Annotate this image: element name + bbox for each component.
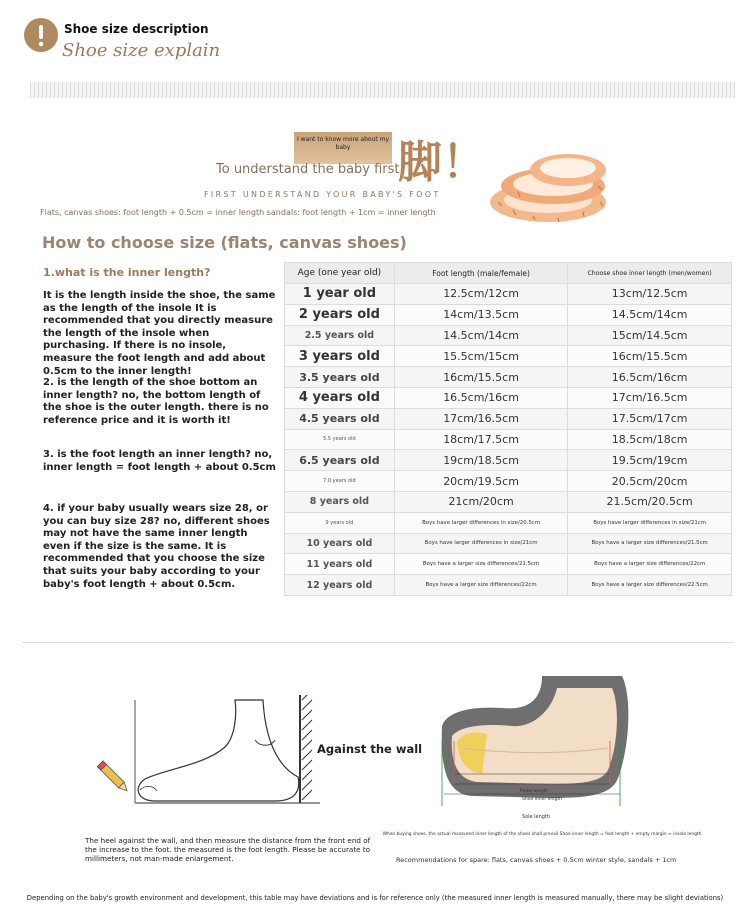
understand-text: To understand the baby first xyxy=(216,162,400,177)
inner-length-cell: Boys have a larger size differences/21.5cm xyxy=(568,533,732,554)
age-cell: 2 years old xyxy=(285,304,395,325)
foot-length-cell: 14cm/13.5cm xyxy=(394,304,568,325)
foot-length-cell: Boys have a larger size differences/21.5cm xyxy=(394,554,568,575)
inner-length-cell: Boys have a larger size differences/22.5cm xyxy=(568,575,732,596)
foot-caption: The heel against the wall, and then measure the distance from the front end of the increase to the foot. the measured is the foot length. Please be accurate to millimeters, not man-made enlargement. xyxy=(85,836,371,863)
table-row xyxy=(285,575,732,596)
q4-text: 4. if your baby usually wears size 28, or you can buy size 28? no, different shoes may not have the same inner length even if the size is the same. It is recommended that you choose the size that suits your baby according to your baby's foot length + about 0.5cm. xyxy=(43,503,270,590)
foot-length-cell: 14.5cm/14cm xyxy=(394,325,568,346)
q1-title: 1.what is the inner length? xyxy=(43,266,211,279)
want-text: I want to know more about my baby xyxy=(296,136,390,151)
banner xyxy=(0,120,750,230)
inner-length-cell: 17.5cm/17cm xyxy=(568,408,732,429)
age-cell: 9 years old xyxy=(285,512,395,533)
first-understand-text: FIRST UNDERSTAND YOUR BABY'S FOOT xyxy=(204,190,441,199)
table-row xyxy=(285,367,732,388)
foot-length-cell: Boys have a larger size differences/22cm xyxy=(394,575,568,596)
inner-length-cell: 17cm/16.5cm xyxy=(568,387,732,408)
q1-answer: It is the length inside the shoe, the same as the length of the insole It is recommended that you directly measure the length of the insole when purchasing. If there is no insole, measure the foot length and add about 0.5cm to the inner length! xyxy=(43,290,276,377)
inner-length-cell: 20.5cm/20cm xyxy=(568,471,732,492)
age-cell: 4.5 years old xyxy=(285,408,395,429)
header-inner-length: Choose shoe inner length (men/women) xyxy=(568,263,732,284)
header-foot-length: Foot length (male/female) xyxy=(394,263,568,284)
table-row xyxy=(285,512,732,533)
foot-length-cell: 19cm/18.5cm xyxy=(394,450,568,471)
spare-recommendation: Recommendations for spare: flats, canvas shoes + 0.5cm winter style, sandals + 1cm xyxy=(396,856,677,864)
inner-length-cell: Boys have larger differences in size/21cm xyxy=(568,512,732,533)
section-title: How to choose size (flats, canvas shoes) xyxy=(42,233,407,252)
age-cell: 8 years old xyxy=(285,491,395,512)
header-age: Age (one year old) xyxy=(285,263,395,284)
table-header-row xyxy=(285,263,732,284)
table-row xyxy=(285,554,732,575)
age-cell: 10 years old xyxy=(285,533,395,554)
foot-length-cell: 15.5cm/15cm xyxy=(394,346,568,367)
shoe-caption: When buying shoes, the actual measured inner length of the shoes shall prevail Shoe inner length = foot length + empty margin ≈ insole length xyxy=(382,832,702,837)
inner-length-cell: 13cm/12.5cm xyxy=(568,284,732,305)
table-row xyxy=(285,471,732,492)
shoe-section-illustration xyxy=(432,666,642,826)
foot-length-cell: 12.5cm/12cm xyxy=(394,284,568,305)
foot-measure-illustration xyxy=(95,695,320,815)
big-foot-char: 脚！ xyxy=(398,137,486,188)
inner-length-cell: 16cm/15.5cm xyxy=(568,346,732,367)
inner-length-cell: 15cm/14.5cm xyxy=(568,325,732,346)
sole-length-label: Sole length xyxy=(521,814,551,820)
pedal-length-label: Pedal length xyxy=(520,789,548,794)
age-cell: 12 years old xyxy=(285,575,395,596)
q2-text: 2. is the length of the shoe bottom an inner length? no, the bottom length of the shoe is the outer length. there is no reference price and it is worth it! xyxy=(43,377,269,426)
foot-length-cell: 16.5cm/16cm xyxy=(394,387,568,408)
age-cell: 11 years old xyxy=(285,554,395,575)
table-row xyxy=(285,450,732,471)
inner-length-cell: 19.5cm/19cm xyxy=(568,450,732,471)
shoe-inner-length-label: Shoe inner length xyxy=(522,797,563,802)
section-divider xyxy=(22,642,734,643)
foot-length-cell: Boys have larger differences in size/21cm xyxy=(394,533,568,554)
inner-length-cell: Boys have a larger size differences/22cm xyxy=(568,554,732,575)
inner-length-cell: 18.5cm/18cm xyxy=(568,429,732,450)
age-cell: 5.5 years old xyxy=(285,429,395,450)
q3-text: 3. is the foot length an inner length? no, inner length = foot length + about 0.5cm xyxy=(43,449,276,473)
age-cell: 3 years old xyxy=(285,346,395,367)
foot-length-cell: 16cm/15.5cm xyxy=(394,367,568,388)
table-row xyxy=(285,284,732,305)
table-row xyxy=(285,325,732,346)
header-title: Shoe size description xyxy=(64,22,209,36)
age-cell: 1 year old xyxy=(285,284,395,305)
table-row xyxy=(285,387,732,408)
size-table xyxy=(284,262,732,596)
foot-length-cell: 20cm/19.5cm xyxy=(394,471,568,492)
decorative-ruler xyxy=(30,82,735,98)
age-cell: 6.5 years old xyxy=(285,450,395,471)
footer-note: Depending on the baby's growth environment and development, this table may have deviations and is for reference only (the measured inner length is measured manually, there may be slight deviations) xyxy=(26,894,724,902)
foot-length-cell: 17cm/16.5cm xyxy=(394,408,568,429)
inner-length-cell: 16.5cm/16cm xyxy=(568,367,732,388)
table-row xyxy=(285,491,732,512)
age-cell: 7.0 years old xyxy=(285,471,395,492)
table-row xyxy=(285,408,732,429)
foot-length-cell: 18cm/17.5cm xyxy=(394,429,568,450)
flats-note: Flats, canvas shoes: foot length + 0.5cm = inner length sandals: foot length + 1cm = inner length xyxy=(40,208,436,217)
table-row xyxy=(285,429,732,450)
table-row xyxy=(285,304,732,325)
table-row xyxy=(285,346,732,367)
measuring-tape-icon xyxy=(478,140,628,230)
exclamation-icon xyxy=(24,18,58,52)
inner-length-cell: 21.5cm/20.5cm xyxy=(568,491,732,512)
age-cell: 3.5 years old xyxy=(285,367,395,388)
page-header xyxy=(24,16,724,86)
age-cell: 4 years old xyxy=(285,387,395,408)
against-wall-label: Against the wall xyxy=(317,742,423,756)
foot-length-cell: Boys have larger differences in size/20.5cm xyxy=(394,512,568,533)
header-script-title: Shoe size explain xyxy=(62,40,221,61)
age-cell: 2.5 years old xyxy=(285,325,395,346)
foot-length-cell: 21cm/20cm xyxy=(394,491,568,512)
inner-length-cell: 14.5cm/14cm xyxy=(568,304,732,325)
table-row xyxy=(285,533,732,554)
